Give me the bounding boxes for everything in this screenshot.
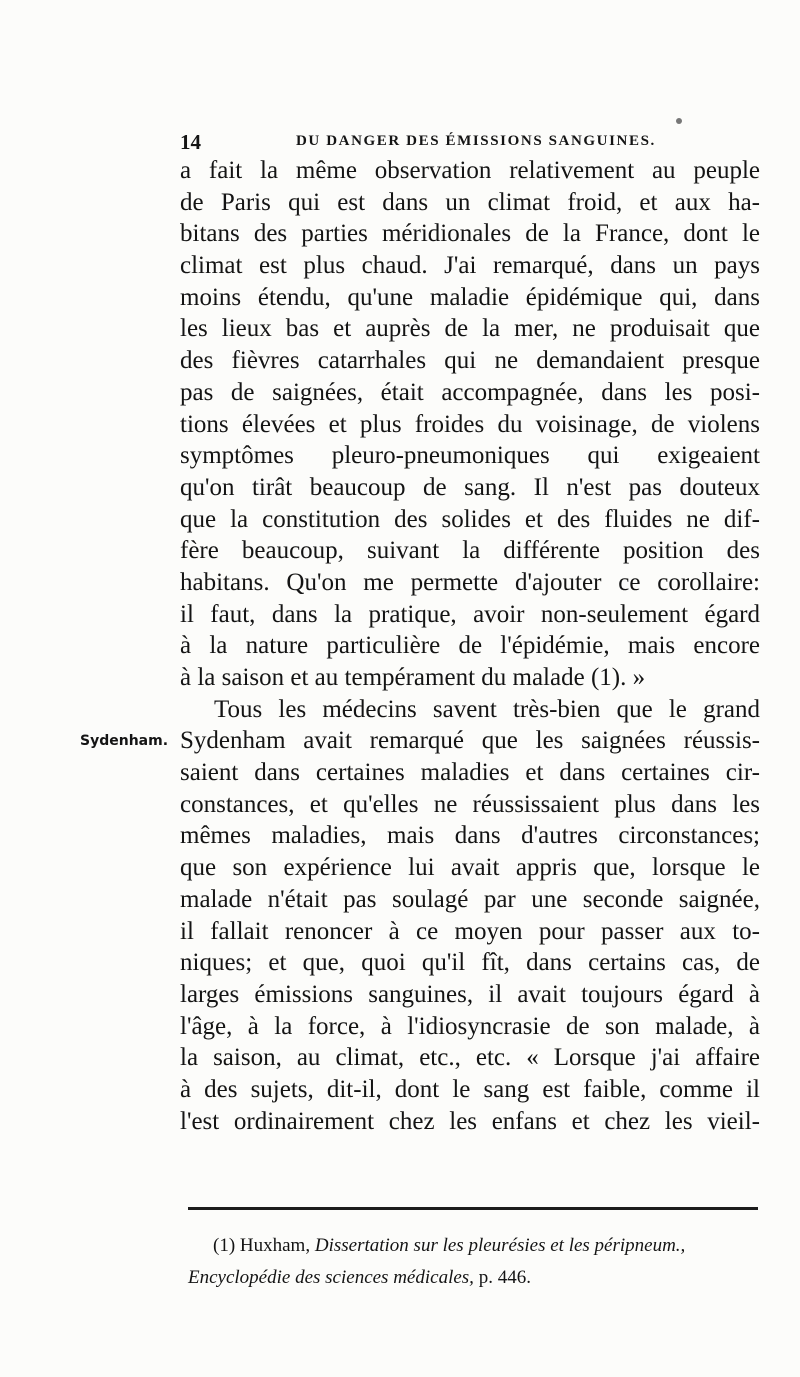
text-line: malade n'était pas soulagé par une seconde saignée, bbox=[180, 885, 760, 913]
text-line: fère beaucoup, suivant la différente position des bbox=[180, 537, 760, 565]
text-line: la saison, au climat, etc., etc. « Lorsque j'ai affaire bbox=[180, 1044, 760, 1072]
margin-note: Sydenham. bbox=[80, 733, 169, 749]
text-line: tions élevées et plus froides du voisinage, de violens bbox=[180, 410, 760, 438]
text-line: Sydenham avait remarqué que les saignées réussis- bbox=[180, 727, 760, 755]
text-line: des fièvres catarrhales qui ne demandaient presque bbox=[180, 347, 760, 375]
text-line: pas de saignées, était accompagnée, dans les posi- bbox=[180, 378, 760, 406]
footnote-line bbox=[188, 1262, 768, 1294]
page-header bbox=[180, 130, 750, 154]
text-line: que la constitution des solides et des fluides ne dif- bbox=[180, 505, 760, 533]
text-line: moins étendu, qu'une maladie épidémique qui, dans bbox=[180, 283, 760, 311]
text-line: l'est ordinairement chez les enfans et chez les vieil- bbox=[180, 1107, 760, 1135]
text-line: larges émissions sanguines, il avait toujours égard à bbox=[180, 980, 760, 1008]
text-line: les lieux bas et auprès de la mer, ne produisait que bbox=[180, 315, 760, 343]
text-line: habitans. Qu'on me permette d'ajouter ce corollaire: bbox=[180, 568, 760, 596]
ink-speck bbox=[676, 118, 682, 124]
footnote-author: Huxham, bbox=[239, 1235, 311, 1256]
text-line: constances, et qu'elles ne réussissaient plus dans les bbox=[180, 790, 760, 818]
text-line: qu'on tirât beaucoup de sang. Il n'est pas douteux bbox=[180, 473, 760, 501]
footnote bbox=[188, 1230, 768, 1294]
page-number: 14 bbox=[180, 130, 201, 154]
text-line: de Paris qui est dans un climat froid, et aux ha- bbox=[180, 188, 760, 216]
text-line: symptômes pleuro-pneumoniques qui exigeaient bbox=[180, 442, 760, 470]
footnote-page: p. 446. bbox=[478, 1267, 531, 1288]
text-line: saient dans certaines maladies et dans certaines cir- bbox=[180, 759, 760, 787]
text-line: climat est plus chaud. J'ai remarqué, dans un pays bbox=[180, 252, 760, 280]
text-line: à la saison et au tempérament du malade (1). » bbox=[180, 664, 646, 691]
footnote-rule bbox=[188, 1207, 758, 1210]
body-text bbox=[180, 155, 760, 1137]
text-line: il fallait renoncer à ce moyen pour passer aux to- bbox=[180, 917, 760, 945]
text-line: mêmes maladies, mais dans d'autres circonstances; bbox=[180, 822, 760, 850]
text-line: l'âge, à la force, à l'idiosyncrasie de son malade, à bbox=[180, 1012, 760, 1040]
footnote-source: Encyclopédie des sciences médicales, bbox=[188, 1267, 474, 1288]
text-line: à des sujets, dit-il, dont le sang est faible, comme il bbox=[180, 1075, 760, 1103]
footnote-line bbox=[188, 1230, 768, 1262]
text-line: a fait la même observation relativement au peuple bbox=[180, 157, 760, 184]
text-line: bitans des parties méridionales de la France, dont le bbox=[180, 220, 760, 248]
paragraph-start-line: Tous les médecins savent très-bien que le grand bbox=[214, 695, 760, 723]
text-line: il faut, dans la pratique, avoir non-seulement égard bbox=[180, 600, 760, 628]
text-line: que son expérience lui avait appris que, lorsque le bbox=[180, 854, 760, 882]
text-line: niques; et que, quoi qu'il fît, dans certains cas, de bbox=[180, 949, 760, 977]
running-title: DU DANGER DES ÉMISSIONS SANGUINES. bbox=[296, 133, 656, 149]
footnote-title: Dissertation sur les pleurésies et les péripneum., bbox=[314, 1235, 686, 1256]
footnote-marker: (1) bbox=[213, 1235, 236, 1256]
text-line: à la nature particulière de l'épidémie, mais encore bbox=[180, 632, 760, 660]
